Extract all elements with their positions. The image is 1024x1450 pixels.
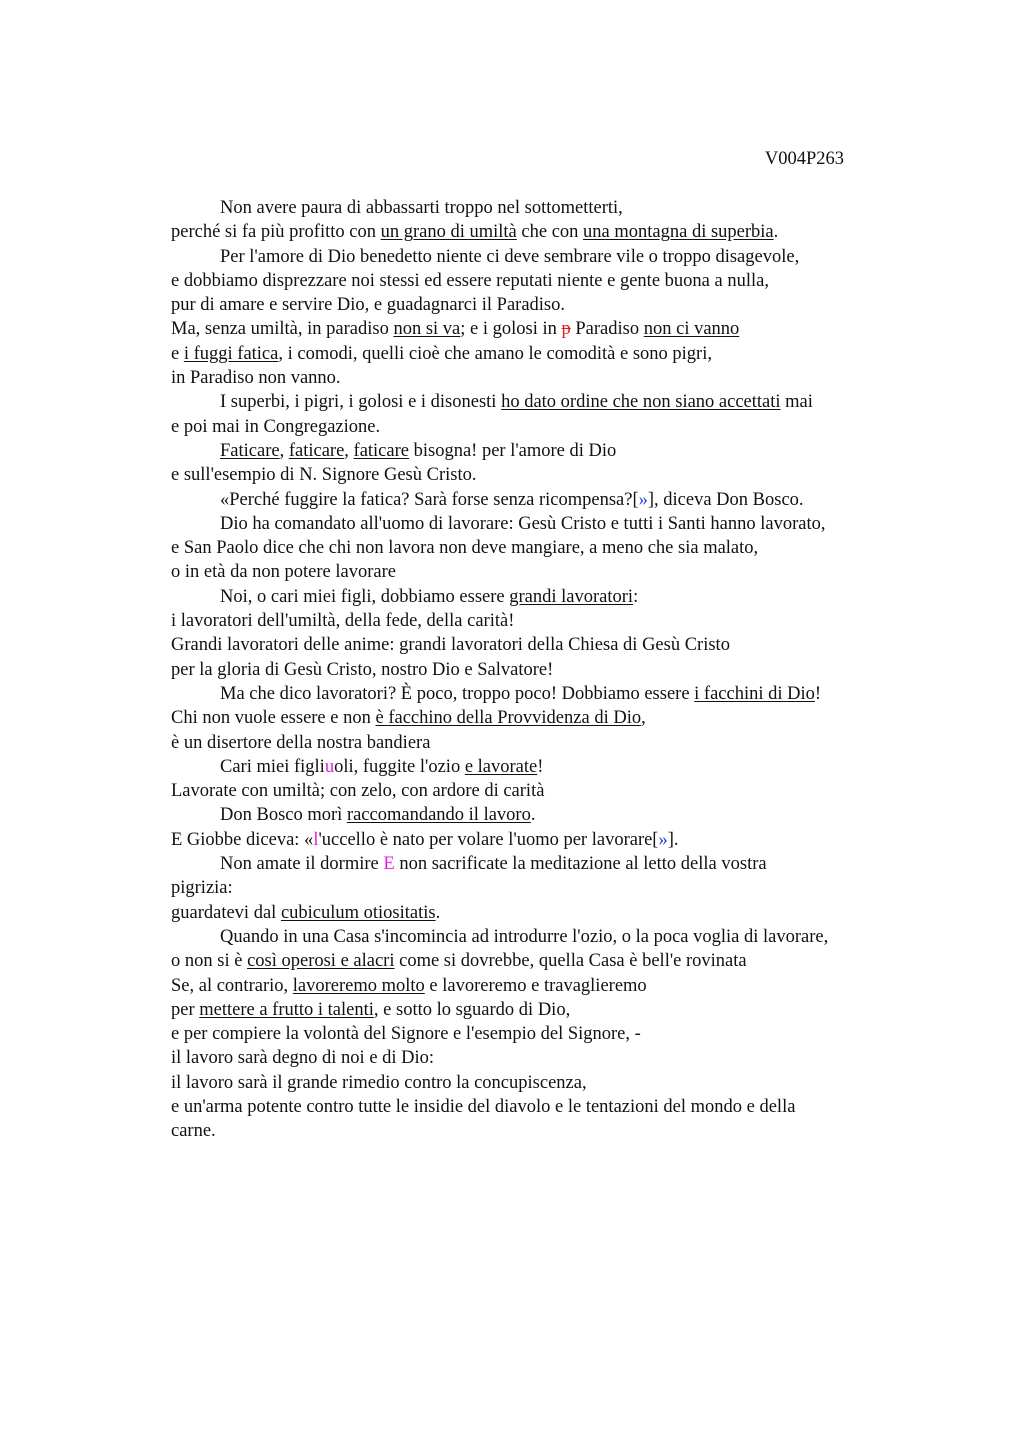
text-run: Non avere paura di abbassarti troppo nel sottometterti,: [220, 198, 623, 218]
text-line: [171, 512, 911, 536]
text-line: [171, 342, 911, 366]
text-run: per: [171, 999, 200, 1020]
underlined-text: non si va: [393, 319, 461, 340]
text-run: Lavorate con umiltà; con zelo, con ardore di carità: [171, 781, 545, 802]
text-line: [171, 949, 911, 973]
text-line: [171, 828, 911, 852]
text-run: :: [633, 586, 639, 607]
text-run: il lavoro sarà il grande rimedio contro la concupiscenza,: [171, 1072, 587, 1093]
text-line: [171, 536, 911, 560]
text-run: .: [773, 222, 779, 243]
text-line: [171, 974, 911, 998]
underlined-text: faticare: [288, 440, 345, 461]
text-run: i lavoratori dell'umiltà, della fede, della carità!: [171, 611, 515, 632]
text-line: [171, 852, 911, 876]
text-line: [171, 1095, 911, 1119]
text-line: [171, 1119, 911, 1143]
underlined-text: una montagna di superbia: [583, 222, 774, 243]
text-line: [171, 706, 911, 730]
text-line: [171, 269, 911, 293]
text-run: Ma, senza umiltà, in paradiso: [171, 319, 394, 340]
text-run: !: [537, 756, 544, 777]
colored-mark: E: [383, 854, 395, 875]
text-run: ,: [344, 440, 354, 461]
text-line: [171, 196, 911, 220]
text-line: [171, 245, 911, 269]
text-run: «Perché fuggire la fatica? Sarà forse senza ricompensa?[: [220, 489, 639, 510]
text-run: e dobbiamo disprezzare noi stessi ed essere reputati niente e gente buona a nulla,: [171, 270, 769, 291]
colored-mark: »: [638, 489, 648, 510]
text-line: [171, 609, 911, 633]
text-run: o non si è: [171, 951, 248, 972]
text-line: [171, 415, 911, 439]
text-run: 'uccello è nato per volare l'uomo per lavorare[: [318, 829, 659, 850]
underlined-text: ho dato ordine che non siano accettati: [501, 392, 781, 413]
text-line: [171, 779, 911, 803]
text-run: ,: [641, 708, 646, 729]
text-run: Noi, o cari miei figli, dobbiamo essere: [220, 586, 510, 607]
colored-mark: l: [313, 829, 319, 850]
page-identifier: V004P263: [764, 149, 844, 169]
underlined-text: lavoreremo molto: [292, 975, 425, 996]
text-line: [171, 439, 911, 463]
text-line: [171, 317, 911, 341]
text-line: [171, 1022, 911, 1046]
text-run: che con: [516, 222, 584, 243]
text-run: ].: [667, 829, 679, 850]
text-run: e lavoreremo e travaglieremo: [424, 975, 647, 996]
underlined-text: è facchino della Provvidenza di Dio: [375, 708, 642, 729]
text-line: [171, 755, 911, 779]
text-line: [171, 1071, 911, 1095]
text-line: [171, 220, 911, 244]
text-run: e San Paolo dice che chi non lavora non deve mangiare, a meno che sia malato,: [171, 538, 759, 559]
text-run: pigrizia:: [171, 878, 233, 899]
text-run: o in età da non potere lavorare: [171, 562, 396, 583]
underlined-text: cubiculum otiositatis: [280, 902, 436, 923]
text-run: come si dovrebbe, quella Casa è bell'e rovinata: [394, 951, 747, 972]
text-run: .: [435, 902, 441, 923]
text-line: [171, 488, 911, 512]
text-run: Chi non vuole essere e non: [171, 708, 376, 729]
text-run: Se, al contrario,: [171, 975, 293, 996]
underlined-text: raccomandando il lavoro: [346, 805, 531, 826]
underlined-text: e lavorate: [464, 756, 538, 777]
text-run: Ma che dico lavoratori? È poco, troppo poco! Dobbiamo essere: [220, 683, 695, 704]
text-line: [171, 1046, 911, 1070]
text-run: ,: [279, 440, 289, 461]
underlined-text: Faticare: [220, 440, 280, 461]
text-run: Per l'amore di Dio benedetto niente ci deve sembrare vile o troppo disagevole,: [220, 246, 800, 267]
text-line: [171, 998, 911, 1022]
text-run: e poi mai in Congregazione.: [171, 416, 381, 437]
text-run: ], diceva Don Bosco.: [647, 489, 804, 510]
text-run: non sacrificate la meditazione al letto della vostra: [394, 854, 767, 875]
underlined-text: faticare: [353, 440, 409, 461]
text-run: e: [171, 343, 184, 364]
text-run: Paradiso: [570, 319, 644, 340]
text-run: , e sotto lo sguardo di Dio,: [373, 999, 571, 1020]
text-line: [171, 901, 911, 925]
text-run: Grandi lavoratori delle anime: grandi lavoratori della Chiesa di Gesù Cristo: [171, 635, 730, 656]
text-run: carne.: [171, 1121, 216, 1142]
underlined-text: così operosi e alacri: [247, 951, 395, 972]
underlined-text: un grano di umiltà: [380, 222, 517, 243]
text-run: I superbi, i pigri, i golosi e i disonesti: [220, 392, 502, 413]
text-run: guardatevi dal: [171, 902, 281, 923]
text-line: [171, 390, 911, 414]
text-line: [171, 366, 911, 390]
underlined-text: grandi lavoratori: [509, 586, 634, 607]
text-line: [171, 585, 911, 609]
text-run: bisogna! per l'amore di Dio: [408, 440, 617, 461]
text-run: è un disertore della nostra bandiera: [171, 732, 431, 753]
text-run: , i comodi, quelli cioè che amano le comodità e sono pigri,: [278, 343, 712, 364]
text-run: Non amate il dormire: [220, 854, 384, 875]
text-run: e sull'esempio di N. Signore Gesù Cristo.: [171, 465, 477, 486]
text-run: e per compiere la volontà del Signore e l'esempio del Signore, -: [171, 1024, 641, 1045]
text-run: perché si fa più profitto con: [171, 222, 381, 243]
text-run: Don Bosco morì: [220, 805, 347, 826]
text-run: in Paradiso non vanno.: [171, 368, 341, 389]
underlined-text: i facchini di Dio: [694, 683, 815, 704]
text-line: [171, 876, 911, 900]
text-run: pur di amare e servire Dio, e guadagnarci il Paradiso.: [171, 295, 566, 316]
text-line: [171, 682, 911, 706]
text-run: ; e i golosi in: [460, 319, 562, 340]
text-run: mai: [780, 392, 813, 413]
colored-mark: »: [658, 829, 668, 850]
text-run: .: [530, 805, 536, 826]
text-line: [171, 658, 911, 682]
text-line: [171, 731, 911, 755]
text-run: Dio ha comandato all'uomo di lavorare: Gesù Cristo e tutti i Santi hanno lavorato,: [220, 513, 826, 534]
text-run: oli, fuggite l'ozio: [334, 756, 465, 777]
text-run: !: [814, 683, 822, 704]
text-line: [171, 925, 911, 949]
underlined-text: non ci vanno: [643, 319, 740, 340]
text-run: e un'arma potente contro tutte le insidie del diavolo e le tentazioni del mondo e della: [171, 1096, 796, 1117]
text-line: [171, 560, 911, 584]
text-line: [171, 633, 911, 657]
underlined-text: mettere a frutto i talenti: [199, 999, 374, 1020]
text-run: il lavoro sarà degno di noi e di Dio:: [171, 1048, 435, 1069]
text-line: [171, 803, 911, 827]
text-run: E Giobbe diceva: «: [171, 829, 314, 850]
text-run: Quando in una Casa s'incomincia ad introdurre l'ozio, o la poca voglia di lavorare,: [220, 926, 829, 947]
colored-mark: p: [561, 319, 571, 340]
colored-mark: u: [324, 756, 335, 777]
document-body: [171, 196, 911, 1144]
underlined-text: i fuggi fatica: [183, 343, 279, 364]
text-line: [171, 293, 911, 317]
text-run: Cari miei figli: [220, 756, 325, 777]
text-line: [171, 463, 911, 487]
text-run: per la gloria di Gesù Cristo, nostro Dio e Salvatore!: [171, 659, 554, 680]
